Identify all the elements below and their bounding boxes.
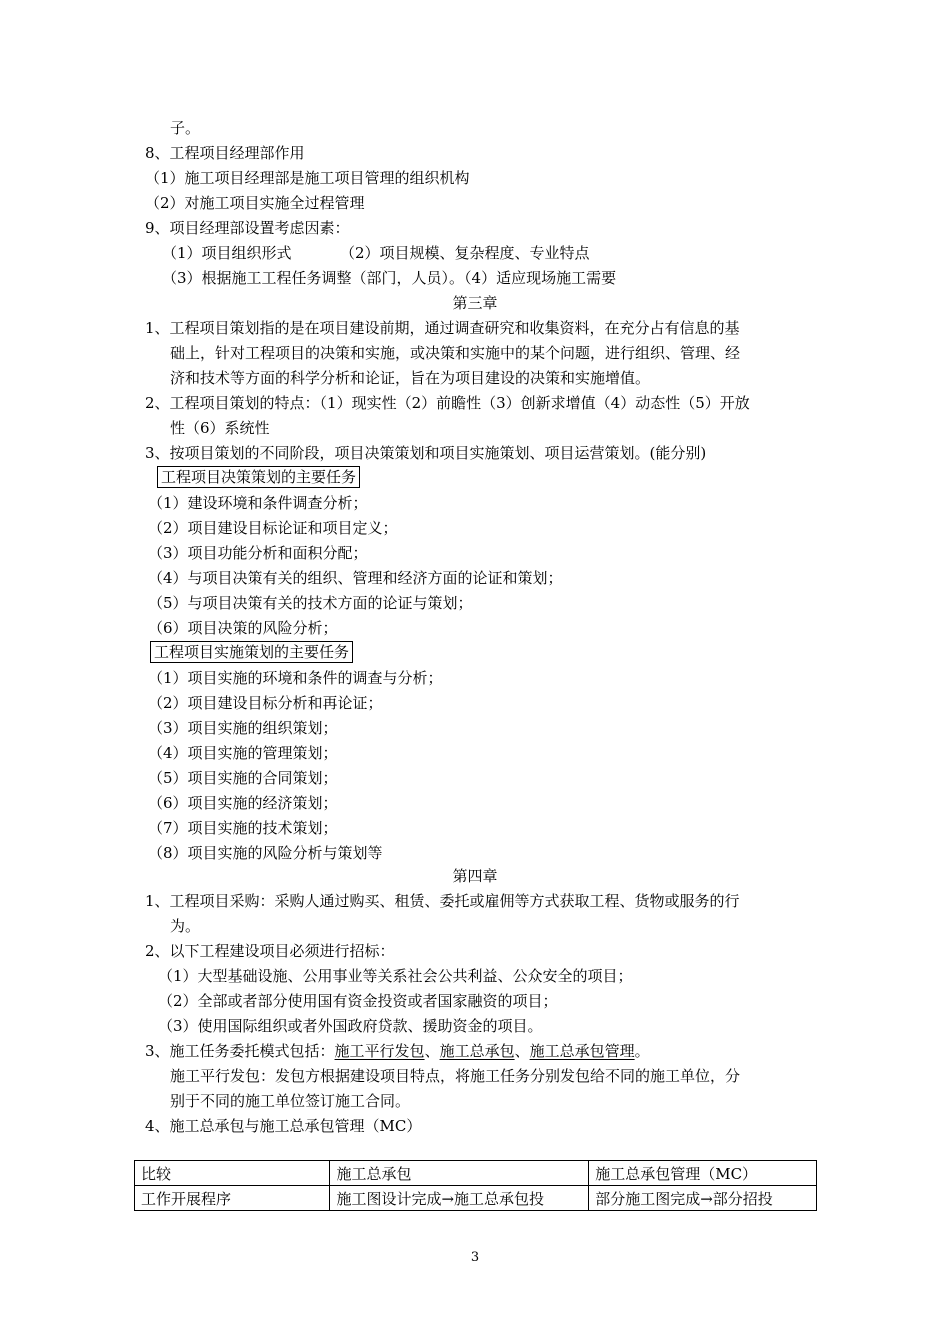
text-line: 子。: [170, 119, 201, 137]
list-heading: 8、工程项目经理部作用: [145, 144, 305, 162]
list-item: （3）项目功能分析和面积分配；: [148, 544, 368, 562]
section-box-heading: 工程项目实施策划的主要任务: [150, 641, 353, 663]
paragraph-line: 性（6）系统性: [170, 419, 270, 437]
list-item: （6）项目实施的经济策划；: [148, 794, 338, 812]
paragraph-line: 1、工程项目策划指的是在项目建设前期，通过调查研究和收集资料，在充分占有信息的基: [145, 319, 740, 337]
paragraph-line: 3、按项目策划的不同阶段，项目决策策划和项目实施策划、项目运营策划。(能分别): [145, 444, 707, 462]
text-span: 3、施工任务委托模式包括：: [145, 1042, 335, 1060]
list-item: （3）项目实施的组织策划；: [148, 719, 338, 737]
comparison-table: [134, 1160, 817, 1211]
list-item: （1）项目组织形式: [162, 244, 292, 262]
chapter-title: 第四章: [452, 867, 498, 885]
paragraph-line: 施工平行发包：发包方根据建设项目特点，将施工任务分别发包给不同的施工单位，分: [170, 1067, 741, 1085]
list-item: （2）对施工项目实施全过程管理: [145, 194, 365, 212]
paragraph-line: 4、施工总承包与施工总承包管理（MC）: [145, 1117, 422, 1135]
paragraph-line: 础上，针对工程项目的决策和实施，或决策和实施中的某个问题，进行组织、管理、经: [170, 344, 741, 362]
paragraph-line: 为。: [170, 917, 201, 935]
page-number: 3: [470, 1250, 480, 1265]
paragraph-line: 济和技术等方面的科学分析和论证，旨在为项目建设的决策和实施增值。: [170, 369, 651, 387]
paragraph-line: 1、工程项目采购：采购人通过购买、租赁、委托或雇佣等方式获取工程、货物或服务的行: [145, 892, 740, 910]
paragraph-line: 别于不同的施工单位签订施工合同。: [170, 1092, 411, 1110]
separator: 、: [514, 1042, 530, 1060]
list-item: （1）大型基础设施、公用事业等关系社会公共利益、公众安全的项目；: [158, 967, 633, 985]
list-item: （3）根据施工工程任务调整（部门，人员）。（4）适应现场施工需要: [162, 269, 617, 287]
table-header-cell: 比较: [135, 1161, 330, 1186]
list-item: （6）项目决策的风险分析；: [148, 619, 338, 637]
text-span: 。: [634, 1042, 650, 1060]
list-item: （4）与项目决策有关的组织、管理和经济方面的论证和策划；: [148, 569, 563, 587]
list-item: （4）项目实施的管理策划；: [148, 744, 338, 762]
list-item: （2）项目建设目标分析和再论证；: [148, 694, 383, 712]
paragraph-line: 2、工程项目策划的特点：（1）现实性（2）前瞻性（3）创新求增值（4）动态性（5）开放: [145, 394, 750, 412]
underlined-term: 施工总承包管理: [529, 1042, 635, 1060]
list-item: （8）项目实施的风险分析与策划等: [148, 844, 383, 862]
list-item: （5）与项目决策有关的技术方面的论证与策划；: [148, 594, 473, 612]
list-item: （1）建设环境和条件调查分析；: [148, 494, 368, 512]
list-item: （1）项目实施的环境和条件的调查与分析；: [148, 669, 443, 687]
paragraph-line: 2、以下工程建设项目必须进行招标：: [145, 942, 395, 960]
list-item: （2）全部或者部分使用国有资金投资或者国家融资的项目；: [158, 992, 558, 1010]
list-item: （2）项目规模、复杂程度、专业特点: [340, 244, 590, 262]
list-item: （5）项目实施的合同策划；: [148, 769, 338, 787]
chapter-title: 第三章: [452, 294, 498, 312]
table-cell: 部分施工图完成→部分招投: [589, 1186, 817, 1211]
table-header-row: [135, 1161, 817, 1186]
table-row: [135, 1186, 817, 1211]
table-header-cell: 施工总承包管理（MC）: [589, 1161, 817, 1186]
underlined-term: 施工平行发包: [334, 1042, 425, 1060]
list-item: （7）项目实施的技术策划；: [148, 819, 338, 837]
table-cell: 施工图设计完成→施工总承包投: [330, 1186, 589, 1211]
section-box-heading: 工程项目决策策划的主要任务: [157, 466, 360, 488]
underlined-term: 施工总承包: [439, 1042, 515, 1060]
list-item: （1）施工项目经理部是施工项目管理的组织机构: [145, 169, 470, 187]
list-item: （3）使用国际组织或者外国政府贷款、援助资金的项目。: [158, 1017, 543, 1035]
paragraph-line: [145, 1041, 650, 1061]
separator: 、: [424, 1042, 440, 1060]
table-cell: 工作开展程序: [135, 1186, 330, 1211]
list-heading: 9、项目经理部设置考虑因素：: [145, 219, 350, 237]
list-item: （2）项目建设目标论证和项目定义；: [148, 519, 398, 537]
table-header-cell: 施工总承包: [330, 1161, 589, 1186]
